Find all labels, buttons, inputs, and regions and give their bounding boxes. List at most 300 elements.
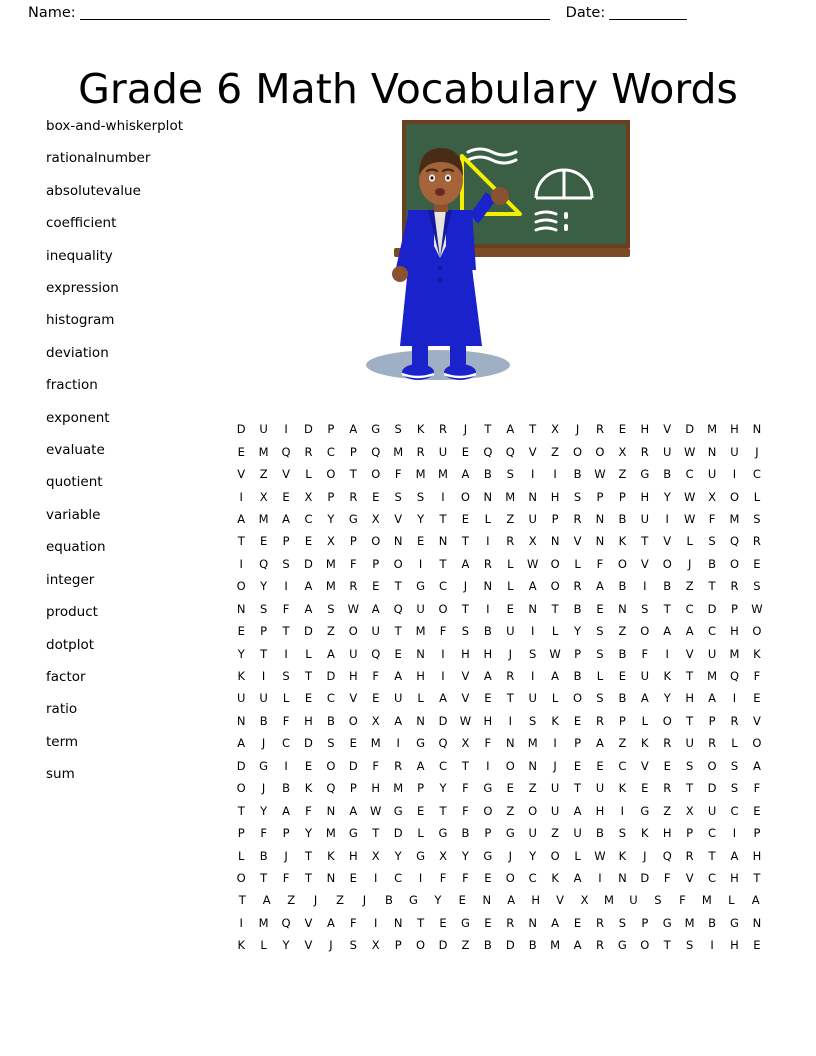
puzzle-letter: B [282, 781, 290, 796]
puzzle-letter: E [372, 489, 380, 504]
puzzle-letter: H [348, 848, 358, 863]
puzzle-letter: E [484, 915, 492, 930]
puzzle-letter: M [729, 511, 740, 526]
puzzle-letter: S [394, 489, 402, 504]
puzzle-row [230, 620, 768, 642]
puzzle-letter: S [349, 938, 357, 953]
puzzle-letter: C [394, 870, 403, 885]
puzzle-letter: F [641, 646, 649, 661]
puzzle-letter: N [618, 870, 627, 885]
list-item: coefficient [46, 215, 117, 232]
puzzle-letter: R [394, 758, 403, 773]
puzzle-row [230, 799, 768, 821]
puzzle-letter: S [641, 601, 649, 616]
puzzle-letter: U [438, 444, 448, 459]
puzzle-letter: P [282, 534, 290, 549]
puzzle-letter: Z [336, 893, 344, 908]
puzzle-letter: J [755, 444, 759, 459]
puzzle-letter: H [483, 713, 493, 728]
puzzle-letter: R [663, 781, 672, 796]
puzzle-letter: I [508, 713, 512, 728]
puzzle-letter: U [349, 646, 358, 661]
puzzle-letter: I [732, 691, 737, 706]
puzzle-letter: F [708, 511, 716, 526]
puzzle-letter: B [618, 646, 627, 661]
puzzle-letter: R [595, 713, 604, 728]
puzzle-letter: B [573, 669, 582, 684]
puzzle-row [230, 598, 768, 620]
puzzle-row [230, 530, 768, 552]
puzzle-letter: C [326, 444, 335, 459]
puzzle-letter: W [751, 601, 763, 616]
puzzle-letter: V [752, 713, 761, 728]
list-item: quotient [46, 474, 103, 491]
puzzle-letter: Y [417, 511, 425, 526]
puzzle-letter: O [662, 713, 672, 728]
puzzle-letter: B [573, 601, 582, 616]
puzzle-letter: A [262, 893, 271, 908]
puzzle-letter: T [529, 422, 537, 437]
puzzle-letter: S [259, 601, 268, 616]
puzzle-letter: P [574, 646, 581, 661]
puzzle-letter: S [685, 938, 694, 953]
puzzle-letter: E [484, 691, 492, 706]
puzzle-letter: B [663, 467, 672, 482]
puzzle-letter: D [707, 781, 717, 796]
puzzle-letter: H [730, 624, 739, 639]
puzzle-letter: N [438, 534, 448, 549]
puzzle-letter: G [640, 803, 650, 818]
puzzle-letter: M [527, 736, 538, 751]
puzzle-letter: W [683, 489, 696, 504]
puzzle-letter: R [730, 713, 739, 728]
puzzle-letter: J [362, 893, 367, 908]
puzzle-letter: A [349, 803, 358, 818]
list-item: fraction [46, 377, 98, 394]
puzzle-letter: Y [434, 893, 442, 908]
puzzle-letter: G [662, 915, 672, 930]
puzzle-letter: E [618, 669, 627, 684]
puzzle-letter: F [394, 467, 402, 482]
puzzle-letter: I [396, 736, 400, 751]
list-item: deviation [46, 344, 109, 361]
puzzle-letter: F [305, 803, 312, 818]
puzzle-letter: H [550, 489, 560, 504]
puzzle-letter: N [393, 915, 403, 930]
puzzle-letter: E [282, 489, 290, 504]
puzzle-letter: I [418, 870, 423, 885]
puzzle-letter: S [327, 736, 335, 751]
puzzle-letter: R [506, 915, 515, 930]
page-title: Grade 6 Math Vocabulary Words [78, 65, 738, 114]
puzzle-letter: A [326, 915, 335, 930]
puzzle-letter: K [663, 669, 671, 684]
puzzle-letter: D [707, 601, 717, 616]
list-item: histogram [46, 312, 115, 329]
puzzle-letter: P [394, 938, 402, 953]
puzzle-letter: E [618, 422, 627, 437]
puzzle-letter: Z [287, 893, 296, 908]
puzzle-row [230, 912, 768, 934]
puzzle-letter: X [528, 534, 537, 549]
puzzle-letter: U [393, 691, 403, 706]
puzzle-letter: S [618, 826, 627, 841]
puzzle-letter: B [618, 691, 627, 706]
puzzle-letter: A [551, 915, 560, 930]
puzzle-letter: L [238, 848, 245, 863]
puzzle-letter: P [618, 713, 626, 728]
puzzle-letter: A [663, 624, 672, 639]
puzzle-letter: Z [618, 467, 627, 482]
puzzle-letter: S [685, 758, 694, 773]
puzzle-letter: T [663, 601, 671, 616]
puzzle-letter: I [486, 534, 490, 549]
puzzle-letter: O [550, 556, 560, 571]
puzzle-letter: P [282, 826, 290, 841]
puzzle-letter: A [461, 467, 470, 482]
puzzle-letter: H [662, 826, 672, 841]
puzzle-letter: O [573, 691, 583, 706]
puzzle-letter: R [640, 444, 649, 459]
puzzle-letter: A [394, 669, 403, 684]
puzzle-letter: N [483, 579, 493, 594]
puzzle-letter: P [237, 826, 245, 841]
puzzle-letter: O [393, 556, 403, 571]
puzzle-letter: E [596, 601, 604, 616]
list-item: absolutevalue [46, 182, 141, 199]
puzzle-letter: E [304, 758, 313, 773]
puzzle-letter: G [348, 511, 358, 526]
puzzle-letter: E [394, 646, 402, 661]
puzzle-letter: M [415, 624, 426, 639]
puzzle-letter: R [416, 444, 425, 459]
puzzle-letter: G [348, 826, 358, 841]
puzzle-letter: O [416, 938, 426, 953]
puzzle-letter: W [370, 803, 382, 818]
puzzle-letter: L [260, 938, 267, 953]
puzzle-letter: L [305, 467, 312, 482]
list-item: equation [46, 539, 106, 556]
puzzle-letter: P [618, 489, 626, 504]
puzzle-letter: L [728, 893, 735, 908]
puzzle-letter: H [371, 781, 381, 796]
puzzle-letter: B [483, 624, 492, 639]
puzzle-letter: A [685, 624, 694, 639]
puzzle-letter: I [284, 646, 288, 661]
puzzle-letter: Y [461, 848, 469, 863]
puzzle-letter: P [349, 534, 357, 549]
puzzle-letter: K [327, 848, 335, 863]
puzzle-letter: P [574, 736, 581, 751]
list-item: inequality [46, 247, 113, 264]
puzzle-letter: P [327, 422, 335, 437]
puzzle-letter: A [708, 691, 716, 706]
puzzle-letter: F [663, 870, 671, 885]
word-list [46, 110, 211, 791]
puzzle-letter: F [462, 781, 469, 796]
puzzle-letter: M [325, 579, 336, 594]
puzzle-letter: N [505, 736, 515, 751]
puzzle-letter: O [595, 444, 605, 459]
puzzle-letter: I [374, 915, 378, 930]
puzzle-letter: D [236, 758, 246, 773]
puzzle-letter: T [394, 579, 402, 594]
puzzle-letter: O [236, 579, 246, 594]
puzzle-letter: E [484, 870, 492, 885]
puzzle-letter: F [753, 781, 761, 796]
puzzle-letter: E [349, 870, 357, 885]
puzzle-letter: I [284, 422, 288, 437]
puzzle-letter: N [483, 489, 493, 504]
puzzle-letter: K [551, 713, 559, 728]
puzzle-letter: I [665, 511, 669, 526]
puzzle-letter: V [349, 691, 358, 706]
puzzle-letter: B [461, 826, 470, 841]
puzzle-letter: M [604, 893, 614, 908]
puzzle-letter: S [618, 915, 627, 930]
puzzle-letter: N [752, 915, 762, 930]
puzzle-letter: E [349, 736, 357, 751]
puzzle-row [230, 508, 768, 530]
puzzle-letter: S [730, 758, 739, 773]
puzzle-letter: T [753, 870, 761, 885]
puzzle-letter: J [261, 736, 266, 751]
puzzle-letter: U [629, 893, 638, 908]
puzzle-letter: B [528, 938, 537, 953]
puzzle-letter: T [551, 601, 559, 616]
puzzle-letter: L [574, 556, 581, 571]
puzzle-letter: A [237, 511, 246, 526]
puzzle-letter: E [573, 758, 582, 773]
puzzle-letter: O [662, 556, 672, 571]
puzzle-letter: N [707, 444, 717, 459]
puzzle-letter: L [507, 579, 514, 594]
puzzle-letter: L [507, 556, 514, 571]
puzzle-row [230, 642, 768, 664]
puzzle-letter: V [685, 870, 694, 885]
puzzle-letter: N [528, 915, 537, 930]
puzzle-letter: S [708, 534, 716, 549]
puzzle-letter: E [753, 938, 761, 953]
puzzle-letter: S [506, 467, 514, 482]
puzzle-letter: E [753, 556, 761, 571]
puzzle-letter: L [686, 534, 693, 549]
puzzle-letter: D [304, 422, 313, 437]
puzzle-letter: U [506, 624, 515, 639]
puzzle-letter: T [304, 870, 312, 885]
puzzle-letter: N [236, 713, 246, 728]
puzzle-letter: X [326, 534, 335, 549]
puzzle-letter: Z [618, 736, 627, 751]
puzzle-letter: Z [528, 781, 537, 796]
puzzle-letter: F [596, 556, 604, 571]
puzzle-letter: C [730, 803, 739, 818]
puzzle-letter: O [617, 556, 627, 571]
puzzle-letter: I [620, 803, 625, 818]
puzzle-letter: N [595, 534, 605, 549]
puzzle-letter: T [686, 781, 694, 796]
puzzle-letter: P [641, 915, 649, 930]
puzzle-letter: H [752, 848, 762, 863]
puzzle-letter: I [710, 938, 714, 953]
puzzle-letter: B [708, 915, 717, 930]
puzzle-letter: B [596, 826, 604, 841]
puzzle-letter: J [463, 579, 468, 594]
puzzle-letter: M [258, 915, 269, 930]
puzzle-letter: I [239, 489, 243, 504]
puzzle-letter: F [439, 624, 447, 639]
puzzle-letter: T [260, 646, 268, 661]
puzzle-letter: E [458, 893, 466, 908]
puzzle-letter: L [484, 511, 492, 526]
puzzle-letter: A [596, 579, 604, 594]
puzzle-letter: C [685, 601, 694, 616]
puzzle-letter: B [483, 467, 492, 482]
puzzle-letter: I [553, 736, 557, 751]
puzzle-letter: K [416, 422, 425, 437]
puzzle-letter: E [416, 534, 425, 549]
puzzle-letter: U [528, 691, 537, 706]
puzzle-letter: F [282, 713, 290, 728]
puzzle-letter: U [528, 826, 537, 841]
puzzle-letter: K [551, 870, 559, 885]
puzzle-letter: B [618, 511, 627, 526]
puzzle-letter: P [708, 713, 716, 728]
puzzle-letter: F [439, 870, 447, 885]
puzzle-letter: A [551, 669, 560, 684]
puzzle-letter: X [580, 893, 589, 908]
puzzle-letter: G [371, 422, 381, 437]
puzzle-letter: G [483, 848, 493, 863]
puzzle-letter: G [617, 938, 627, 953]
puzzle-letter: B [573, 467, 582, 482]
puzzle-letter: R [708, 736, 717, 751]
puzzle-letter: R [595, 915, 604, 930]
puzzle-letter: W [527, 556, 539, 571]
puzzle-letter: V [556, 893, 565, 908]
puzzle-letter: M [707, 422, 718, 437]
puzzle-letter: F [372, 758, 380, 773]
puzzle-letter: I [665, 646, 669, 661]
puzzle-letter: S [573, 489, 582, 504]
puzzle-letter: O [371, 467, 381, 482]
puzzle-letter: O [438, 601, 448, 616]
puzzle-letter: B [326, 713, 335, 728]
date-label: Date: [565, 5, 606, 21]
puzzle-letter: U [259, 422, 268, 437]
puzzle-letter: I [239, 915, 243, 930]
puzzle-letter: S [730, 781, 739, 796]
puzzle-letter: U [640, 511, 650, 526]
puzzle-letter: A [573, 803, 582, 818]
puzzle-letter: C [438, 758, 448, 773]
list-item: variable [46, 506, 101, 523]
puzzle-letter: H [685, 691, 694, 706]
puzzle-letter: F [282, 601, 290, 616]
puzzle-letter: L [574, 848, 581, 863]
puzzle-row [230, 440, 768, 462]
puzzle-letter: S [753, 511, 761, 526]
puzzle-letter: F [753, 669, 761, 684]
puzzle-row [230, 934, 768, 956]
puzzle-letter: C [752, 467, 761, 482]
puzzle-letter: Q [393, 601, 403, 616]
puzzle-letter: E [506, 601, 514, 616]
puzzle-letter: O [505, 870, 515, 885]
puzzle-row [230, 710, 768, 732]
puzzle-letter: C [304, 511, 313, 526]
puzzle-letter: L [753, 489, 761, 504]
puzzle-letter: B [259, 713, 268, 728]
puzzle-letter: J [463, 422, 468, 437]
puzzle-letter: H [531, 893, 540, 908]
puzzle-letter: P [596, 489, 604, 504]
puzzle-letter: G [416, 579, 426, 594]
puzzle-letter: R [483, 556, 492, 571]
puzzle-letter: Y [237, 646, 245, 661]
puzzle-letter: I [284, 579, 288, 594]
puzzle-letter: R [752, 534, 761, 549]
puzzle-letter: U [237, 691, 246, 706]
puzzle-letter: U [640, 669, 650, 684]
puzzle-letter: I [441, 489, 445, 504]
puzzle-letter: F [350, 915, 357, 930]
puzzle-letter: O [707, 758, 717, 773]
puzzle-letter: A [326, 646, 335, 661]
list-item: term [46, 733, 79, 750]
puzzle-letter: E [596, 758, 604, 773]
puzzle-letter: R [506, 534, 515, 549]
puzzle-row [230, 485, 768, 507]
puzzle-letter: I [732, 826, 737, 841]
puzzle-letter: D [438, 713, 448, 728]
list-item: rationalnumber [46, 150, 151, 167]
puzzle-letter: Y [574, 624, 582, 639]
puzzle-letter: I [441, 646, 445, 661]
puzzle-letter: H [304, 713, 313, 728]
puzzle-letter: Q [281, 444, 291, 459]
puzzle-letter: T [417, 915, 425, 930]
puzzle-letter: O [729, 489, 740, 504]
puzzle-letter: U [371, 624, 380, 639]
puzzle-letter: O [550, 579, 560, 594]
puzzle-letter: I [418, 556, 423, 571]
puzzle-letter: M [258, 511, 269, 526]
puzzle-row [230, 463, 768, 485]
puzzle-letter: M [701, 893, 712, 908]
puzzle-letter: A [237, 736, 246, 751]
puzzle-letter: V [304, 938, 313, 953]
puzzle-letter: X [371, 848, 380, 863]
puzzle-letter: L [305, 646, 312, 661]
puzzle-letter: E [237, 444, 245, 459]
puzzle-letter: F [484, 736, 492, 751]
puzzle-letter: A [596, 736, 604, 751]
puzzle-letter: T [237, 534, 245, 549]
puzzle-letter: A [394, 713, 403, 728]
puzzle-letter: N [752, 422, 762, 437]
list-item: integer [46, 571, 95, 588]
puzzle-letter: F [679, 893, 686, 908]
puzzle-letter: A [483, 669, 492, 684]
puzzle-letter: H [483, 646, 493, 661]
puzzle-letter: E [506, 781, 514, 796]
puzzle-letter: E [304, 534, 313, 549]
puzzle-letter: A [461, 556, 470, 571]
puzzle-letter: Q [438, 736, 448, 751]
puzzle-letter: B [708, 556, 717, 571]
puzzle-letter: R [685, 848, 694, 863]
